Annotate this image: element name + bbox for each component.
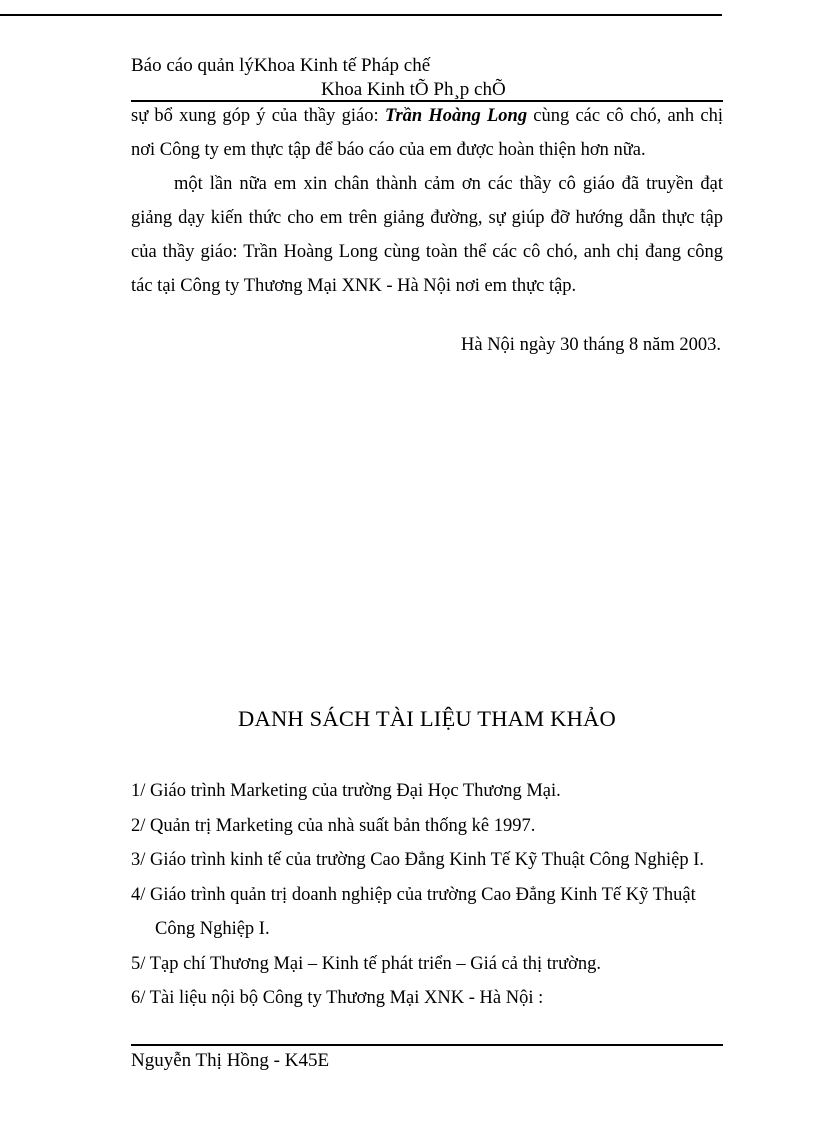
reference-item: 1/ Giáo trình Marketing của trường Đại Học Thương Mại. <box>131 781 561 801</box>
references-title: DANH SÁCH TÀI LIỆU THAM KHẢO <box>238 706 616 731</box>
teacher-name: Trần Hoàng Long <box>384 106 528 126</box>
acknowledgement-paragraph-2: một lần nữa em xin chân thành cảm ơn các thầy cô giáo đã truyền đạt giảng dạy kiến thức cho em trên giảng đường, sự giúp đỡ hướng dẫn thực tập của thầy giáo: Trần Hoàng Long cùng toàn thể các cô chó, anh chị đang công tác tại Công ty Thương Mại XNK - Hà Nội nơi em thực tập. <box>131 174 723 296</box>
acknowledgement-text-end: cùng các cô chó, anh chị nơi Công ty em thực tập để báo cáo của em được hoàn thiện hơn nữa. <box>131 106 723 160</box>
running-header-title: Báo cáo quản lýKhoa Kinh tế Pháp chế <box>131 55 431 76</box>
reference-item: 4/ Giáo trình quản trị doanh nghiệp của trường Cao Đẳng Kinh Tế Kỹ Thuật <box>131 884 696 905</box>
footer-author: Nguyễn Thị Hồng - K45E <box>131 1050 330 1071</box>
references-list <box>131 774 723 1016</box>
running-header-subtitle: Khoa Kinh tÕ Ph¸p chÕ <box>321 79 506 100</box>
acknowledgement-text-start: sự bổ xung góp ý của thầy giáo: <box>131 106 385 126</box>
reference-item: 5/ Tạp chí Thương Mại – Kinh tế phát triển – Giá cả thị trường. <box>131 953 601 974</box>
date-signoff: Hà Nội ngày 30 tháng 8 năm 2003. <box>461 335 721 355</box>
reference-item: 3/ Giáo trình kinh tế của trường Cao Đẳng Kinh Tế Kỹ Thuật Công Nghiệp I. <box>131 850 705 870</box>
reference-item-continuation: Công Nghiệp I. <box>155 919 270 939</box>
reference-item: 6/ Tài liệu nội bộ Công ty Thương Mại XNK - Hà Nội : <box>131 988 544 1008</box>
acknowledgement-paragraph-1 <box>131 99 723 167</box>
top-border-line <box>0 14 722 16</box>
footer-divider <box>131 1044 723 1046</box>
reference-item: 2/ Quản trị Marketing của nhà suất bản thống kê 1997. <box>131 815 536 836</box>
